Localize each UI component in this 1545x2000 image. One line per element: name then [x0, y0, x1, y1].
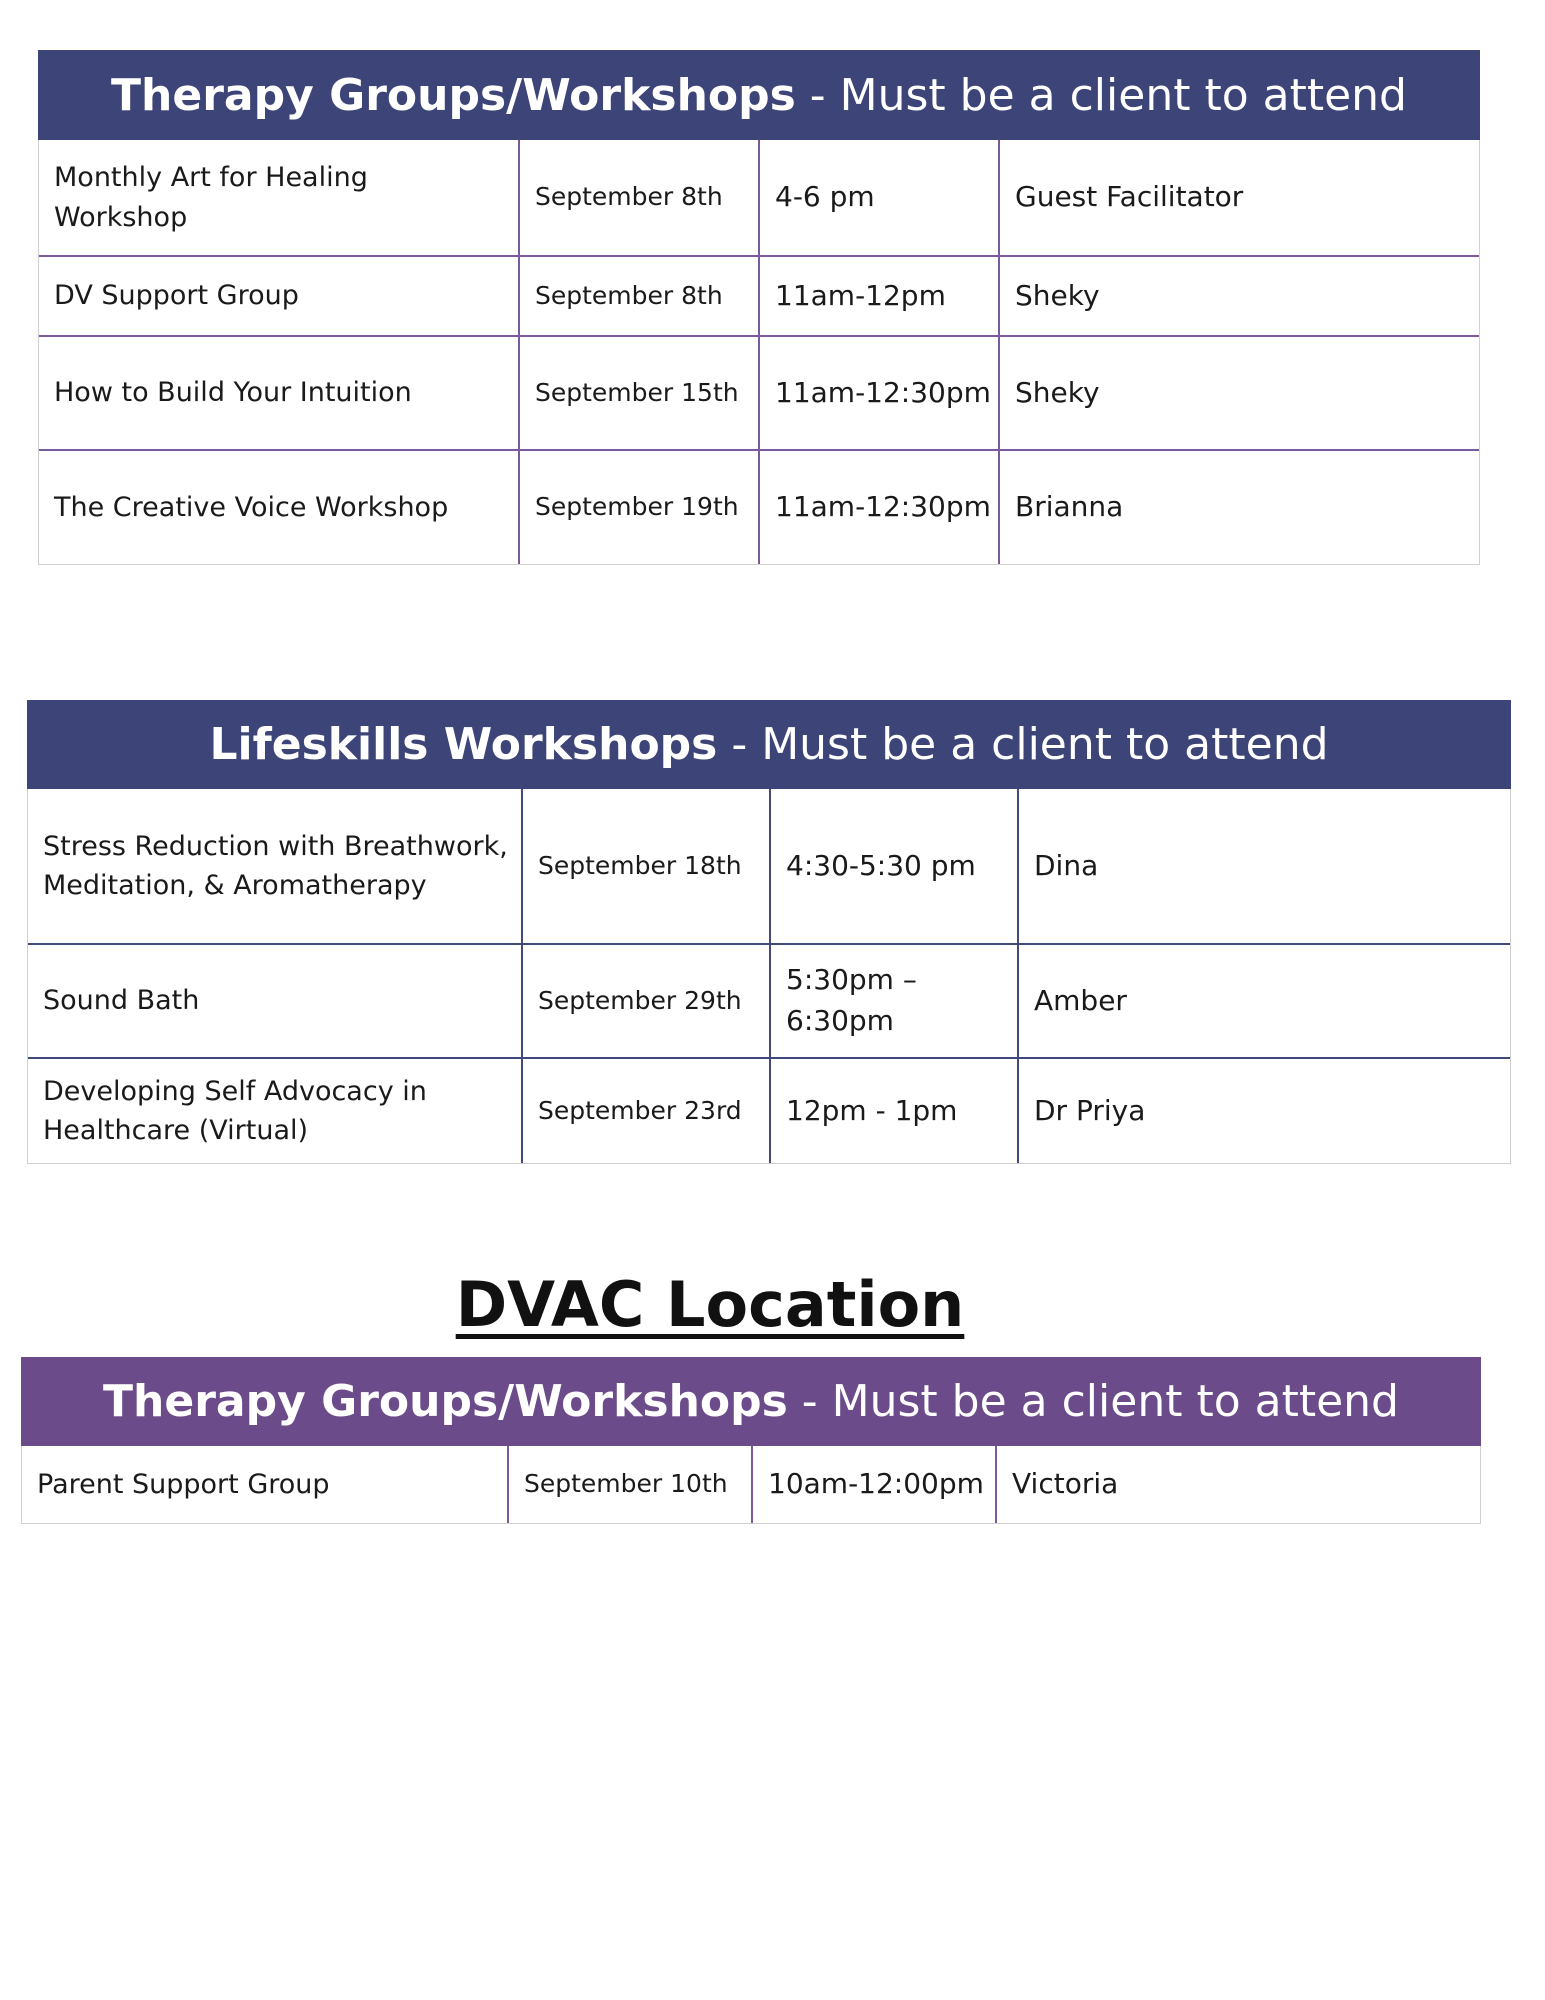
- date-cell: September 10th: [508, 1446, 752, 1523]
- time-cell: 11am-12pm: [759, 256, 999, 336]
- time-cell: 11am-12:30pm: [759, 450, 999, 564]
- table-row: [28, 944, 1510, 1058]
- facilitator-cell: Sheky: [999, 256, 1479, 336]
- workshop-title-cell: Sound Bath: [28, 944, 522, 1058]
- header-title: Lifeskills Workshops: [209, 719, 718, 770]
- workshop-title-cell: Parent Support Group: [37, 1468, 330, 1500]
- lifeskills-header: [27, 700, 1511, 789]
- date-cell: September 29th: [522, 944, 770, 1058]
- workshop-title-cell: Stress Reduction with Breathwork, Meditation, & Aromatherapy: [43, 830, 508, 901]
- table-row: [28, 1058, 1510, 1163]
- dvac-therapy-groups-section: [21, 1357, 1481, 1524]
- location-title: DVAC Location: [455, 1268, 965, 1341]
- table-row: [28, 789, 1510, 944]
- therapy-groups-section: [38, 50, 1480, 565]
- dvac-therapy-groups-header: [21, 1357, 1481, 1446]
- time-cell: 10am-12:00pm: [752, 1446, 996, 1523]
- header-note: - Must be a client to attend: [795, 69, 1407, 121]
- workshop-title-cell: Monthly Art for Healing Workshop: [54, 162, 368, 233]
- time-cell: 4-6 pm: [759, 140, 999, 256]
- facilitator-cell: Dina: [1018, 789, 1510, 944]
- date-cell: September 19th: [519, 450, 759, 564]
- lifeskills-table: [28, 789, 1510, 1163]
- time-cell: 5:30pm – 6:30pm: [770, 944, 1018, 1058]
- date-cell: September 15th: [519, 336, 759, 450]
- table-row: [22, 1446, 1480, 1523]
- therapy-groups-table: [39, 140, 1479, 564]
- date-cell: September 18th: [522, 789, 770, 944]
- facilitator-cell: Victoria: [996, 1446, 1480, 1523]
- table-row: [39, 140, 1479, 256]
- workshop-title-cell: The Creative Voice Workshop: [39, 450, 519, 564]
- time-cell: 12pm - 1pm: [770, 1058, 1018, 1163]
- workshop-title-cell: Developing Self Advocacy in Healthcare (Virtual): [28, 1058, 522, 1163]
- header-title: Therapy Groups/Workshops: [111, 69, 796, 121]
- date-cell: September 8th: [519, 140, 759, 256]
- date-cell: September 23rd: [522, 1058, 770, 1163]
- table-row: [39, 256, 1479, 336]
- facilitator-cell: Sheky: [999, 336, 1479, 450]
- facilitator-cell: Brianna: [999, 450, 1479, 564]
- lifeskills-section: [27, 700, 1511, 1164]
- header-note: - Must be a client to attend: [787, 1376, 1399, 1427]
- workshop-title-cell: How to Build Your Intuition: [39, 336, 519, 450]
- time-cell: 11am-12:30pm: [759, 336, 999, 450]
- therapy-groups-header: [38, 50, 1480, 140]
- date-cell: September 8th: [519, 256, 759, 336]
- dvac-therapy-groups-table: [22, 1446, 1480, 1523]
- facilitator-cell: Guest Facilitator: [999, 140, 1479, 256]
- workshop-title-cell: DV Support Group: [39, 256, 519, 336]
- facilitator-cell: Amber: [1018, 944, 1510, 1058]
- table-row: [39, 336, 1479, 450]
- header-title: Therapy Groups/Workshops: [103, 1376, 788, 1427]
- header-note: - Must be a client to attend: [717, 719, 1329, 770]
- time-cell: 4:30-5:30 pm: [770, 789, 1018, 944]
- facilitator-cell: Dr Priya: [1018, 1058, 1510, 1163]
- table-row: [39, 450, 1479, 564]
